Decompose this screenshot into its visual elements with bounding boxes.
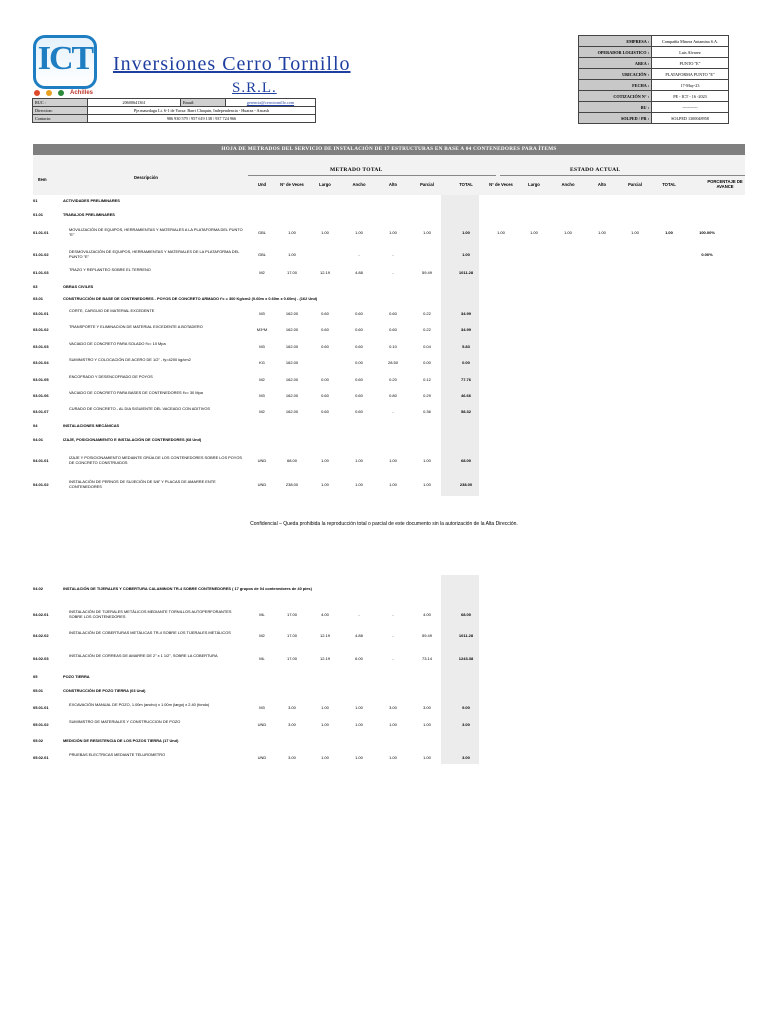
cell-veces: 17.00 xyxy=(286,270,297,275)
col-header: Largo xyxy=(528,182,540,187)
row-section-title: INSTALACIÓN DE TIJERALES Y COBERTURA CALAMINON TR-4 SOBRE CONTENEDORES ( 17 grupos de 04 contenedores de 40 pies) xyxy=(63,586,312,591)
row-item-code: 04.01.02 xyxy=(33,482,49,487)
row-item-code: 05 xyxy=(33,674,38,679)
meta-value: 17-May-23 xyxy=(652,80,729,91)
cell-parcial: 0.22 xyxy=(423,327,431,332)
certification-logos xyxy=(34,90,93,96)
cell-und: M2 xyxy=(259,377,265,382)
meta-row xyxy=(579,80,729,91)
cell-ancho: 0.60 xyxy=(355,344,363,349)
cell-und: M3 xyxy=(259,393,265,398)
cell-und: GBL xyxy=(257,230,266,235)
cell-parcial: 59.49 xyxy=(421,270,432,275)
cell-largo: 1.00 xyxy=(321,482,329,487)
cell-veces: 3.00 xyxy=(288,755,296,760)
cell-und: M3*M xyxy=(256,327,268,332)
row-description: PRUEBAS ELECTRICAS MEDIANTE TELUROMETRO xyxy=(69,752,166,757)
cell-total: 58.32 xyxy=(460,409,471,414)
company-info-table xyxy=(32,98,316,123)
sheet-title: HOJA DE METRADOS DEL SERVICIO DE INSTALACIÓN DE 17 ESTRUCTURAS EN BASE A 04 CONTENEDORES PARA ÍTEMS xyxy=(33,144,745,155)
row-description: EXCAVACIÓN MANUAL DE POZO, 1.00m (ancho) x 1.00m (largo) x 2.40 (fondo) xyxy=(69,702,210,707)
row-description: VACIADO DE CONCRETO PARA BASES DE CONTENEDORES f'c= 30 Mpa xyxy=(69,390,203,395)
cell-ancho: 0.60 xyxy=(355,409,363,414)
cell-avance: 0.00% xyxy=(701,252,713,257)
cell-alto: 0.20 xyxy=(389,377,397,382)
cell-veces: 1.00 xyxy=(288,230,296,235)
col-header: Ancho xyxy=(561,182,575,187)
cert-icon xyxy=(34,90,40,96)
contact-value: 986 930 579 / 957 619 138 / 937 724 966 xyxy=(88,115,316,123)
row-item-code: 04.02.03 xyxy=(33,656,49,661)
quote-meta-table xyxy=(578,35,729,124)
meta-row xyxy=(579,47,729,58)
row-item-code: 03.01.05 xyxy=(33,377,49,382)
cell-largo: 1.00 xyxy=(321,705,329,710)
cell-und: M3 xyxy=(259,311,265,316)
cell-total: 34.99 xyxy=(460,311,471,316)
meta-value: PUNTO "E" xyxy=(652,58,729,69)
row-item-code: 03.01.06 xyxy=(33,393,49,398)
row-item-code: 01 xyxy=(33,198,38,203)
cert-icon xyxy=(46,90,52,96)
col-item-header: Item xyxy=(38,177,47,182)
cell-ancho: 0.60 xyxy=(355,327,363,332)
cell-total: 1.00 xyxy=(462,252,470,257)
cell-total: 3.00 xyxy=(462,722,470,727)
meta-label: COTIZACIÓN N° : xyxy=(579,91,652,102)
address-value: Pje.maurdagu Lt. 6-1 de Yacsa: Barri Chaquin, Independencia - Huaraz - Ancash xyxy=(88,107,316,115)
row-section-title: INSTALACIONES MECÁNICAS xyxy=(63,423,120,428)
cell-ancho: 0.60 xyxy=(355,311,363,316)
meta-label: FECHA : xyxy=(579,80,652,91)
col-header: Parcial xyxy=(420,182,434,187)
row-item-code: 01.01.02 xyxy=(33,252,49,257)
cell-veces: 162.00 xyxy=(285,409,299,414)
cell-parcial: 1.00 xyxy=(423,482,431,487)
cell-total: 1011.28 xyxy=(458,633,474,638)
cell-largo: 12.19 xyxy=(319,270,330,275)
cell-largo: 0.60 xyxy=(321,409,329,414)
row-description: CURADO DE CONCRETO - AL DIA SIGUIENTE DEL VACEADO CON ADITIVOS xyxy=(69,406,210,411)
cell-e-ancho: 1.00 xyxy=(564,230,572,235)
cell-parcial: 3.00 xyxy=(423,705,431,710)
company-logo-text: ICT xyxy=(37,40,93,77)
cell-ancho: 0.60 xyxy=(355,377,363,382)
row-item-code: 04.02.01 xyxy=(33,612,49,617)
cell-parcial: 0.22 xyxy=(423,311,431,316)
cell-veces: 162.00 xyxy=(285,393,299,398)
row-description: INSTALACIÓN DE PERNOS DE SUJECIÓN DE 5/8" Y PLACAS DE AMARRE ENTE CONTENEDORES xyxy=(69,479,216,489)
total-column-shade xyxy=(441,575,479,764)
cell-e-total: 1.00 xyxy=(665,230,673,235)
cell-parcial: 0.04 xyxy=(423,344,431,349)
cell-ancho: 0.00 xyxy=(355,360,363,365)
col-header: Ancho xyxy=(352,182,366,187)
meta-value: Compañía Minera Antamina S.A. xyxy=(652,36,729,47)
cell-und: UND xyxy=(257,482,267,487)
cell-veces: 238.00 xyxy=(285,482,299,487)
row-item-code: 05.02.01 xyxy=(33,755,49,760)
col-avance-header: PORCENTAJE DE AVANCE xyxy=(707,179,743,189)
row-description: CORTE, CARGUIO DE MATERIAL EXCEDENTE xyxy=(69,308,155,313)
cell-largo: 1.00 xyxy=(321,755,329,760)
cell-und: M2 xyxy=(259,270,265,275)
col-header: TOTAL xyxy=(662,182,676,187)
cell-veces: 162.00 xyxy=(285,377,299,382)
cell-veces: 162.00 xyxy=(285,311,299,316)
cell-veces: 3.00 xyxy=(288,705,296,710)
cell-alto: 1.00 xyxy=(389,230,397,235)
col-header: TOTAL xyxy=(459,182,473,187)
meta-value: SOLPED 1300048958 xyxy=(652,113,729,124)
cell-alto: 1.00 xyxy=(389,722,397,727)
cell-largo: 1.00 xyxy=(321,230,329,235)
cell-total: 9.00 xyxy=(462,705,470,710)
cell-largo: 0.00 xyxy=(321,377,329,382)
cell-alto: 0.60 xyxy=(389,327,397,332)
info-label: Contacto: xyxy=(33,115,88,123)
cell-ancho: 4.88 xyxy=(355,633,363,638)
ruc-value: 20600641361 xyxy=(88,99,181,107)
cell-total: 46.66 xyxy=(460,393,471,398)
row-item-code: 03.01.02 xyxy=(33,327,49,332)
row-item-code: 05.02 xyxy=(33,738,44,743)
row-item-code: 01.01.01 xyxy=(33,230,49,235)
cell-ancho: 0.60 xyxy=(355,393,363,398)
info-label: Email: xyxy=(181,99,226,107)
cell-total: 5.83 xyxy=(462,344,470,349)
row-description: IZAJE Y POSICIONAMIENTO MEDIANTE GRÚA DE LOS CONTENEDORES SOBRE LOS POYOS DE CONCRETO CONSTRUIDOS xyxy=(69,455,242,465)
col-desc-header: Descripción xyxy=(134,175,158,180)
cell-alto: 1.00 xyxy=(389,458,397,463)
row-section-title: IZAJE, POSICIONAMIENTO E INSTALACIÓN DE CONTENEDORES (68 Und) xyxy=(63,437,202,442)
cell-total: 1243.38 xyxy=(458,656,474,661)
col-header: Parcial xyxy=(628,182,642,187)
row-item-code: 03 xyxy=(33,284,38,289)
group-estado-actual: ESTADO ACTUAL xyxy=(570,167,621,173)
cell-und: KG xyxy=(259,360,265,365)
cell-veces: 162.00 xyxy=(285,344,299,349)
row-section-title: CONSTRUCCIÓN DE BASE DE CONTENEDORES - POYOS DE CONCRETO ARMADO f'c = 300 Kg/cm2 (0.60m x 0.60m x 0.60m) - (162 Und) xyxy=(63,296,318,301)
info-label: RUC : xyxy=(33,99,88,107)
cell-largo: 0.60 xyxy=(321,393,329,398)
col-header: Alto xyxy=(597,182,607,187)
cell-parcial: 0.29 xyxy=(423,393,431,398)
meta-value: PLATAFORMA PUNTO "E" xyxy=(652,69,729,80)
meta-value: ----------- xyxy=(652,102,729,113)
cell-ancho: 1.00 xyxy=(355,230,363,235)
row-item-code: 03.01.07 xyxy=(33,409,49,414)
cell-total: 34.99 xyxy=(460,327,471,332)
col-header: Largo xyxy=(319,182,331,187)
cell-veces: 3.00 xyxy=(288,722,296,727)
cell-veces: 17.00 xyxy=(286,612,297,617)
cell-alto: 0.10 xyxy=(389,344,397,349)
cell-parcial: 1.00 xyxy=(423,755,431,760)
row-description: SUMINISTRO DE MATERIALES Y CONSTRUCCION DE POZO xyxy=(69,719,181,724)
meta-row xyxy=(579,58,729,69)
col-header: N° de Veces xyxy=(489,182,513,187)
row-item-code: 03.01.01 xyxy=(33,311,49,316)
meta-label: BU : xyxy=(579,102,652,113)
meta-row xyxy=(579,36,729,47)
cell-largo: 12.19 xyxy=(319,633,330,638)
cell-total: 68.00 xyxy=(460,612,471,617)
cell-e-largo: 1.00 xyxy=(530,230,538,235)
cell-ancho: - xyxy=(358,612,360,617)
cell-parcial: 4.00 xyxy=(423,612,431,617)
info-label: Direccion: xyxy=(33,107,88,115)
meta-label: AREA : xyxy=(579,58,652,69)
cell-parcial: 0.12 xyxy=(423,377,431,382)
divider xyxy=(500,175,745,176)
row-description: VACIADO DE CONCRETO PARA SOLADO f'c= 10 Mpa xyxy=(69,341,166,346)
confidential-note: Confidencial – Queda prohibida la reproducción total o parcial de este documento sin la autorización de la Alta Dirección. xyxy=(250,521,518,527)
row-item-code: 03.01 xyxy=(33,296,44,301)
cell-und: UND xyxy=(257,722,267,727)
cell-veces: 1.00 xyxy=(288,252,296,257)
row-section-title: OBRAS CIVILES xyxy=(63,284,94,289)
cell-alto: - xyxy=(392,409,394,414)
cert-icon xyxy=(58,90,64,96)
cell-largo: 0.60 xyxy=(321,327,329,332)
cell-und: M3 xyxy=(259,705,265,710)
achilles-logo: Achilles xyxy=(70,90,94,96)
cell-total: 1.00 xyxy=(462,230,470,235)
row-description: INSTALACIÓN DE CORREAS DE AMARRE DE 2" x 1 1/2", SOBRE LA COBERTURA xyxy=(69,653,218,658)
row-description: DESMOVILIZACIÓN DE EQUIPOS, HERRAMIENTAS Y MATERIALES DE LA PLATAFORMA DEL PUNTO "E" xyxy=(69,249,240,259)
cell-parcial: 1.00 xyxy=(423,230,431,235)
row-section-title: CONSTRUCCIÓN DE POZO TIERRA (03 Und) xyxy=(63,688,146,693)
meta-label: OPERADOR LOGISTICO : xyxy=(579,47,652,58)
row-item-code: 04 xyxy=(33,423,38,428)
cell-und: UND xyxy=(257,458,267,463)
row-item-code: 04.01.01 xyxy=(33,458,49,463)
row-description: TRAZO Y REPLANTEO SOBRE EL TERRENO xyxy=(69,267,151,272)
row-description: MOVILIZACIÓN DE EQUIPOS, HERRAMIENTAS Y MATERIALES A LA PLATAFORMA DEL PUNTO "E" xyxy=(69,227,243,237)
cell-ancho: - xyxy=(358,252,360,257)
cell-und: M2 xyxy=(259,633,265,638)
cell-veces: 17.00 xyxy=(286,633,297,638)
meta-value: PE - ICT - 16 -2023 xyxy=(652,91,729,102)
row-section-title: MEDICIÓN DE RESISTENCIA DE LOS POZOS TIERRA (17 Und) xyxy=(63,738,179,743)
cell-alto: - xyxy=(392,252,394,257)
cell-ancho: 1.00 xyxy=(355,705,363,710)
cell-ancho: 1.00 xyxy=(355,482,363,487)
cell-und: ML xyxy=(259,612,265,617)
cell-alto: 1.00 xyxy=(389,482,397,487)
cell-largo: 0.60 xyxy=(321,311,329,316)
row-description: SUMINISTRO Y COLOCACIÓN DE ACERO DE 1/2" - fy=4200 kg/cm2 xyxy=(69,357,191,362)
row-description: TRANSPORTE Y ELIMINACION DE MATERIAL EXCEDENTE A BOTADERO xyxy=(69,324,203,329)
company-suffix: S.R.L. xyxy=(232,80,277,96)
cell-total: 0.00 xyxy=(462,360,470,365)
cell-avance: 100.00% xyxy=(699,230,715,235)
cell-total: 68.00 xyxy=(460,458,471,463)
row-item-code: 01.01.03 xyxy=(33,270,49,275)
email-link[interactable]: gerencia@cerrotornillo.com xyxy=(226,99,316,107)
cell-largo: 0.60 xyxy=(321,344,329,349)
row-description: INSTALACIÓN DE COBERTURAS METÁLICAS TR-4 SOBRE LOS TIJERALES METÁLICOS xyxy=(69,630,231,635)
row-item-code: 04.02 xyxy=(33,586,44,591)
cell-ancho: 4.88 xyxy=(355,270,363,275)
group-metrado-total: METRADO TOTAL xyxy=(330,167,383,173)
meta-row xyxy=(579,69,729,80)
cell-veces: 68.00 xyxy=(286,458,297,463)
cell-alto: 1.00 xyxy=(389,755,397,760)
meta-label: EMPRESA : xyxy=(579,36,652,47)
row-item-code: 03.01.04 xyxy=(33,360,49,365)
cell-parcial: 1.00 xyxy=(423,722,431,727)
cell-total: 1011.28 xyxy=(458,270,474,275)
col-header: Alto xyxy=(388,182,398,187)
cell-ancho: 1.00 xyxy=(355,755,363,760)
cell-e-veces: 1.00 xyxy=(497,230,505,235)
cell-veces: 162.00 xyxy=(285,327,299,332)
cell-parcial: 73.14 xyxy=(421,656,432,661)
row-description: ENCOFRADO Y DESENCOFRADO DE POYOS xyxy=(69,374,153,379)
meta-value: Luis Alvarez xyxy=(652,47,729,58)
cell-e-alto: 1.00 xyxy=(598,230,606,235)
row-item-code: 03.01.03 xyxy=(33,344,49,349)
meta-row xyxy=(579,102,729,113)
cell-und: GBL xyxy=(257,252,266,257)
cell-total: 3.00 xyxy=(462,755,470,760)
row-section-title: ACTIVIDADES PRELIMINARES xyxy=(63,198,120,203)
cell-ancho: 6.00 xyxy=(355,656,363,661)
row-item-code: 05.01.01 xyxy=(33,705,49,710)
col-header: Und xyxy=(257,182,267,187)
cell-parcial: 0.00 xyxy=(423,360,431,365)
meta-row xyxy=(579,113,729,124)
cell-ancho: 1.00 xyxy=(355,458,363,463)
cell-largo: 1.00 xyxy=(321,722,329,727)
row-item-code: 04.02.02 xyxy=(33,633,49,638)
cell-veces: 162.00 xyxy=(285,360,299,365)
cell-ancho: 1.00 xyxy=(355,722,363,727)
row-item-code: 05.01.02 xyxy=(33,722,49,727)
cell-parcial: 1.00 xyxy=(423,458,431,463)
meta-row xyxy=(579,91,729,102)
cell-parcial: 0.36 xyxy=(423,409,431,414)
cell-und: M3 xyxy=(259,344,265,349)
cell-alto: 0.60 xyxy=(389,311,397,316)
cell-veces: 17.00 xyxy=(286,656,297,661)
cell-alto: 28.50 xyxy=(387,360,398,365)
row-item-code: 05.01 xyxy=(33,688,44,693)
meta-label: UBICACIÓN : xyxy=(579,69,652,80)
cell-largo: 12.19 xyxy=(319,656,330,661)
cell-und: UND xyxy=(257,755,267,760)
cell-und: ML xyxy=(259,656,265,661)
cell-largo: 1.00 xyxy=(321,458,329,463)
cell-alto: 3.00 xyxy=(389,705,397,710)
cell-total: 238.00 xyxy=(459,482,473,487)
cell-alto: 0.80 xyxy=(389,393,397,398)
row-item-code: 04.01 xyxy=(33,437,44,442)
cell-largo: 4.00 xyxy=(321,612,329,617)
row-item-code: 01.01 xyxy=(33,212,44,217)
cell-und: M2 xyxy=(259,409,265,414)
row-section-title: TRABAJOS PRELIMINARES xyxy=(63,212,115,217)
cell-total: 77.76 xyxy=(460,377,471,382)
cell-e-parcial: 1.00 xyxy=(631,230,639,235)
cell-alto: - xyxy=(392,612,394,617)
row-description: INSTALACIÓN DE TIJERALES METÁLICOS MEDIANTE TORNILLOS AUTOPERFORANTES SOBRE LOS CONTENEDORES xyxy=(69,609,232,619)
col-header: N° de Veces xyxy=(280,182,304,187)
cell-alto: - xyxy=(392,633,394,638)
cell-alto: - xyxy=(392,656,394,661)
divider xyxy=(248,175,496,176)
cell-parcial: 59.49 xyxy=(421,633,432,638)
cell-alto: - xyxy=(392,270,394,275)
row-section-title: POZO TIERRA xyxy=(63,674,90,679)
meta-label: SOLPED / PR : xyxy=(579,113,652,124)
company-name: Inversiones Cerro Tornillo xyxy=(113,53,351,75)
